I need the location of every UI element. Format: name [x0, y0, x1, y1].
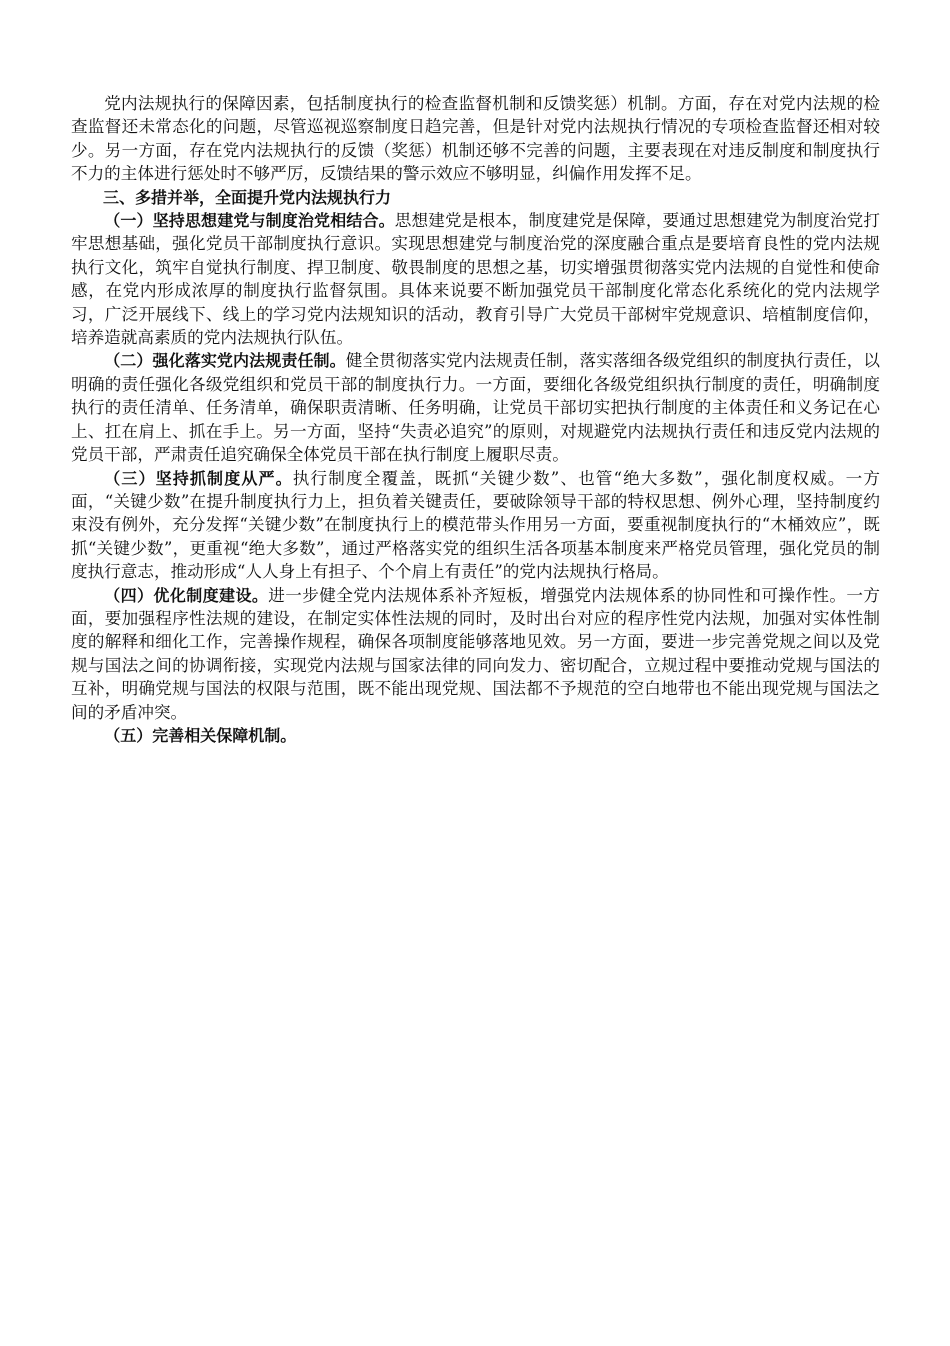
item-paragraph-3	[71, 467, 880, 584]
item-paragraph-2	[71, 349, 880, 466]
item-lead-4: （四）优化制度建设。	[104, 585, 269, 605]
item-body-2: 健全贯彻落实党内法规责任制，落实落细各级党组织的制度执行责任，以明确的责任强化各级党组织和党员干部的制度执行力。一方面，要细化各级党组织执行制度的责任，明确制度执行的责任清单、任务清单，确保职责清晰、任务明确，让党员干部切实把执行制度的主体责任和义务记在心上、扛在肩上、抓在手上。另一方面，坚持“失责必追究”的原则，对规避党内法规执行责任和违反党内法规的党员干部，严肃责任追究确保全体党员干部在执行制度上履职尽责。	[71, 351, 880, 465]
item-paragraph-4	[71, 584, 880, 724]
document-page	[71, 92, 880, 747]
section-heading: 三、多措并举，全面提升党内法规执行力	[103, 187, 392, 207]
item-lead-2: （二）强化落实党内法规责任制。	[104, 351, 346, 371]
item-lead-3: （三）坚持抓制度从严。	[104, 468, 293, 488]
item-paragraph-5	[71, 724, 880, 747]
item-body-3: 执行制度全覆盖，既抓“关键少数”、也管“绝大多数”，强化制度权威。一方面，“关键少数”在提升制度执行力上，担负着关键责任，要破除领导干部的特权思想、例外心理，坚持制度约束没有例外，充分发挥“关键少数”在制度执行上的模范带头作用另一方面，要重视制度执行的“木桶效应”，既抓“关键少数”，更重视“绝大多数”，通过严格落实党的组织生活各项基本制度来严格党员管理，强化党员的制度执行意志，推动形成“人人身上有担子、个个肩上有责任”的党内法规执行格局。	[71, 468, 880, 582]
intro-paragraph: 党内法规执行的保障因素，包括制度执行的检查监督机制和反馈奖惩）机制。方面，存在对党内法规的检查监督还未常态化的问题，尽管巡视巡察制度日趋完善，但是针对党内法规执行情况的专项检查监督还相对较少。另一方面，存在党内法规执行的反馈（奖惩）机制还够不完善的问题，主要表现在对违反制度和制度执行不力的主体进行惩处时不够严厉，反馈结果的警示效应不够明显，纠偏作用发挥不足。	[71, 94, 880, 184]
item-lead-1: （一）坚持思想建党与制度治党相结合。	[104, 211, 395, 231]
item-body-4: 进一步健全党内法规体系补齐短板，增强党内法规体系的协同性和可操作性。一方面，要加强程序性法规的建设，在制定实体性法规的同时，及时出台对应的程序性党内法规，加强对实体性制度的解释和细化工作，完善操作规程，确保各项制度能够落地见效。另一方面，要进一步完善党规之间以及党规与国法之间的协调衔接，实现党内法规与国家法律的同向发力、密切配合，立规过程中要推动党规与国法的互补，明确党规与国法的权限与范围，既不能出现党规、国法都不予规范的空白地带也不能出现党规与国法之间的矛盾冲突。	[71, 585, 880, 722]
item-lead-5: （五）完善相关保障机制。	[104, 725, 297, 745]
item-body-1: 思想建党是根本，制度建党是保障，要通过思想建党为制度治党打牢思想基础，强化党员干部制度执行意识。实现思想建党与制度治党的深度融合重点是要培育良性的党内法规执行文化，筑牢自觉执行制度、捍卫制度、敬畏制度的思想之基，切实增强贯彻落实党内法规的自觉性和使命感，在党内形成浓厚的制度执行监督氛围。具体来说要不断加强党员干部制度化常态化系统化的党内法规学习，广泛开展线下、线上的学习党内法规知识的活动，教育引导广大党员干部树牢党规意识、培植制度信仰，培养造就高素质的党内法规执行队伍。	[71, 211, 880, 348]
item-paragraph-1	[71, 209, 880, 349]
